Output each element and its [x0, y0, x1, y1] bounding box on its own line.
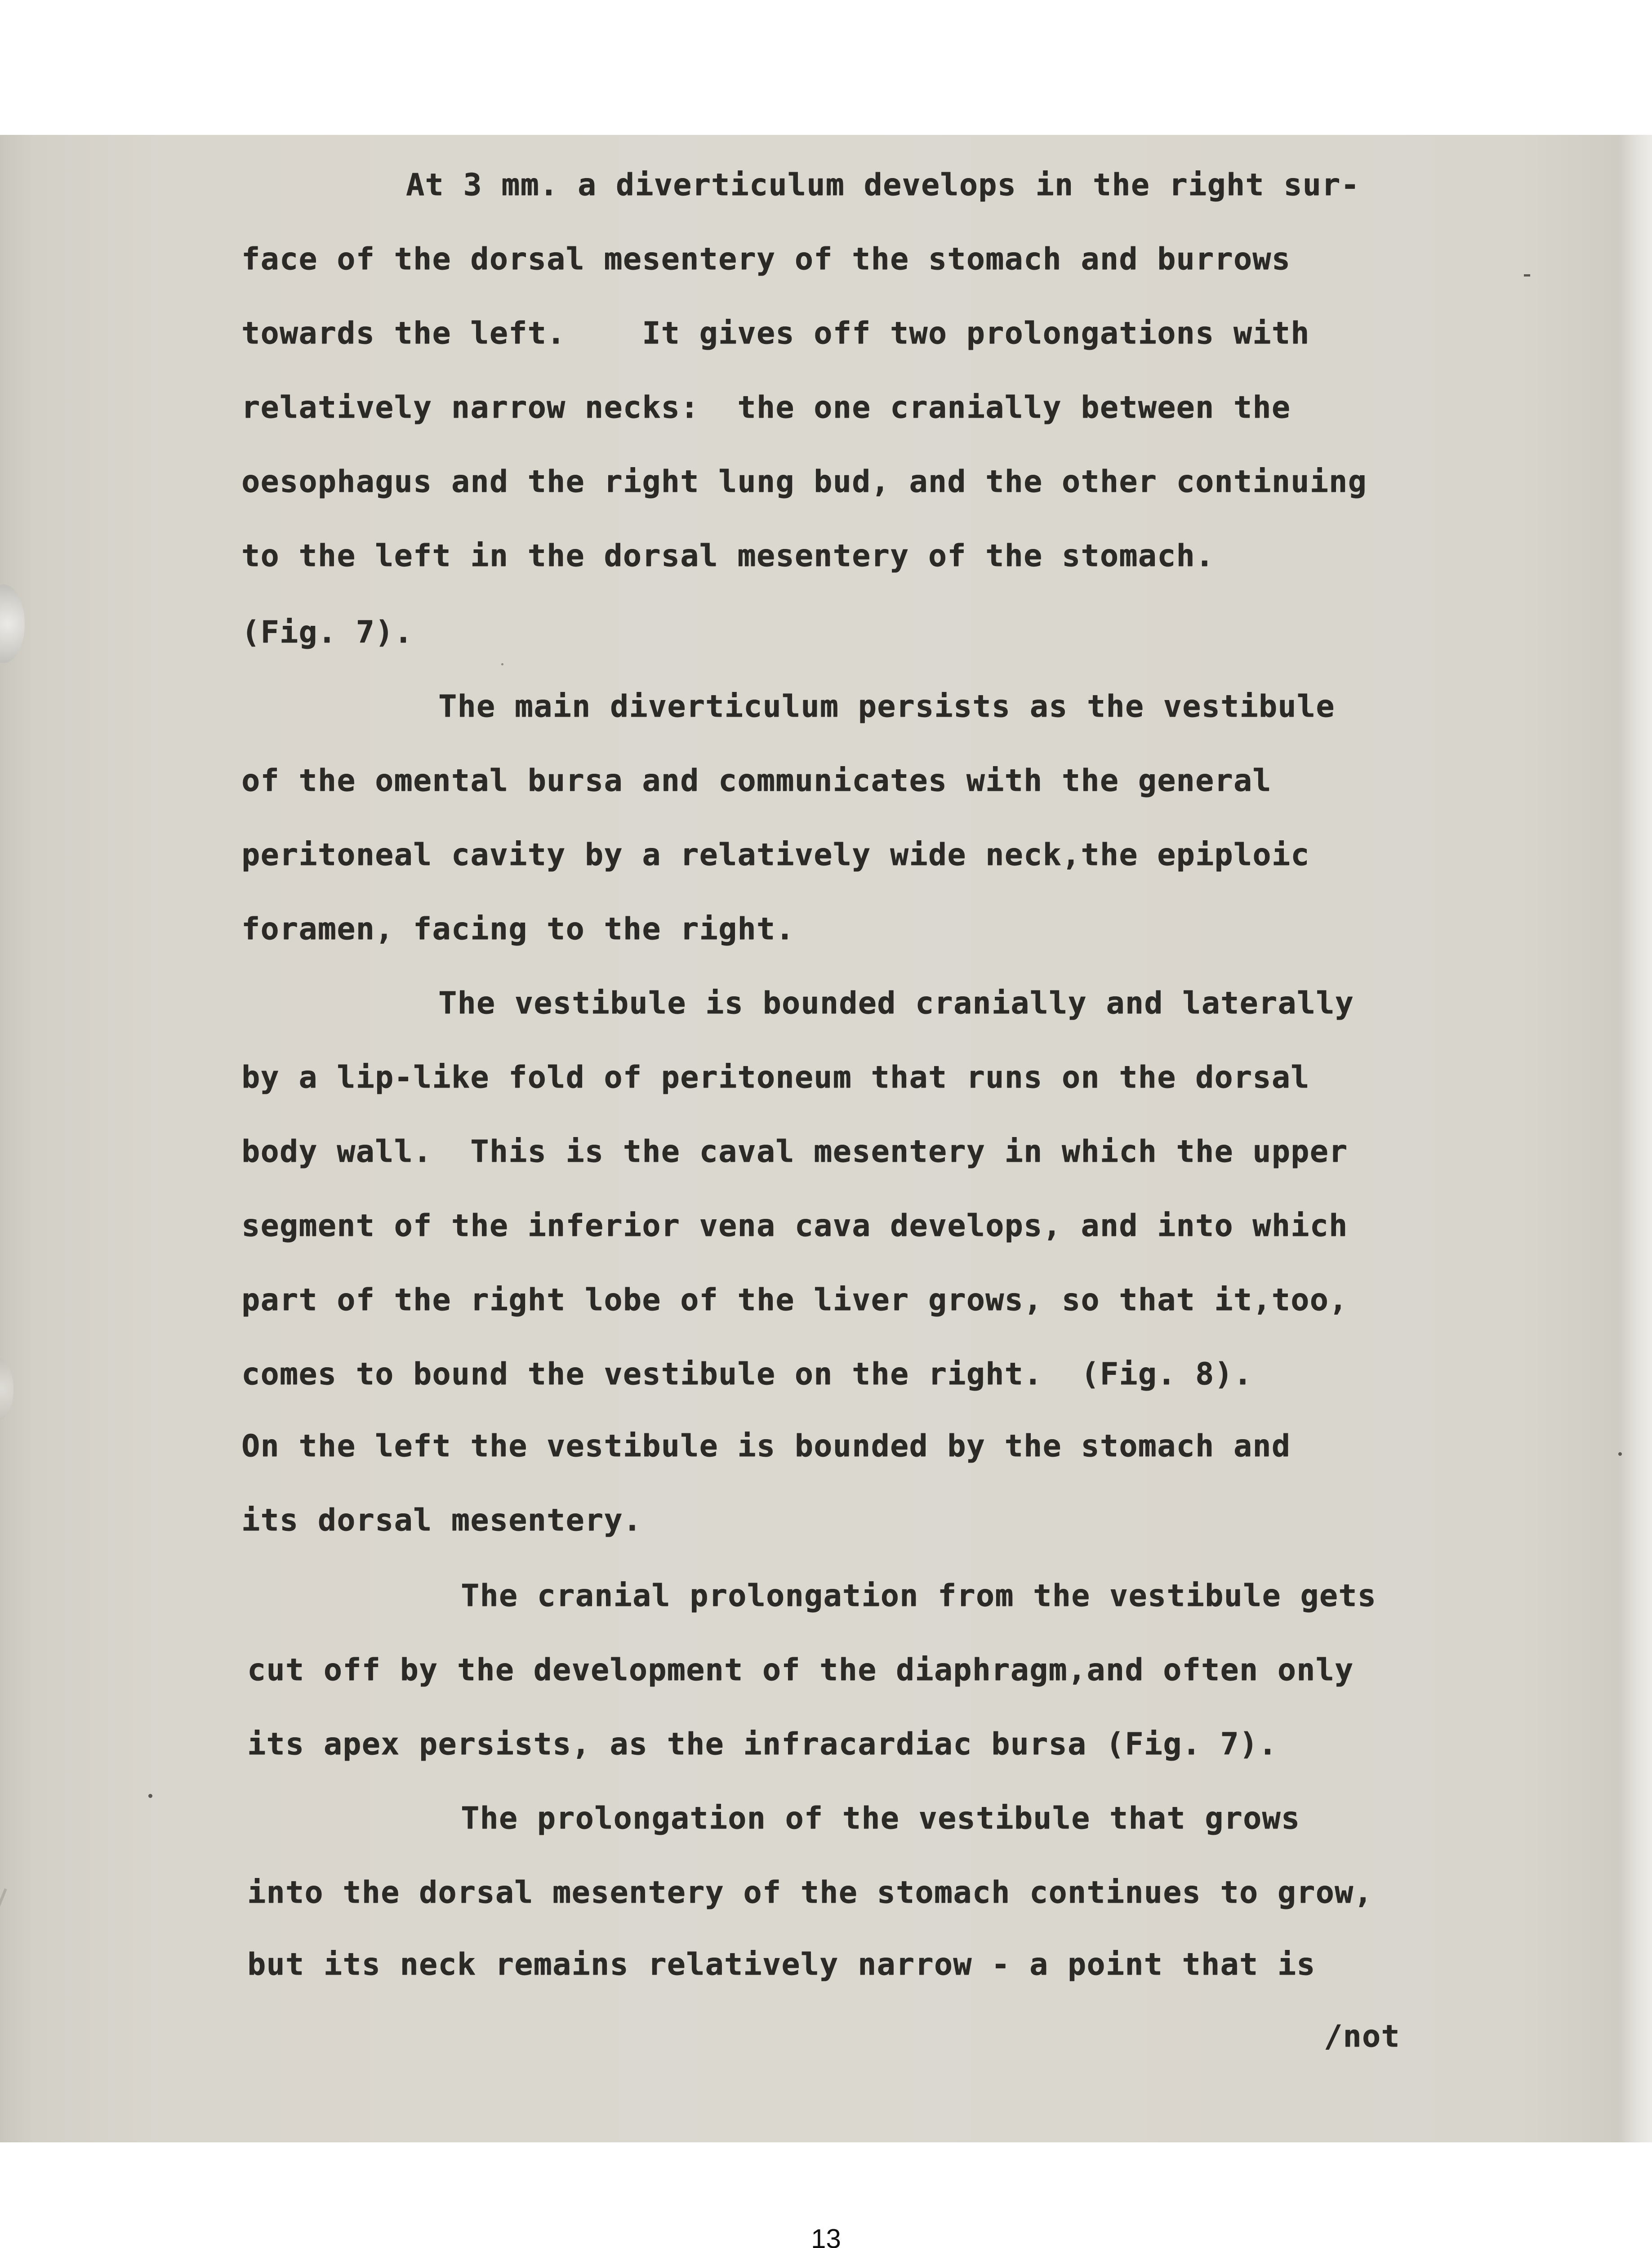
text-line: The prolongation of the vestibule that grows: [461, 1801, 1300, 1836]
ink-speck: [1618, 1452, 1622, 1456]
ink-speck: [148, 1794, 152, 1798]
punch-hole-icon: [0, 584, 25, 663]
text-line: into the dorsal mesentery of the stomach continues to grow,: [247, 1875, 1373, 1910]
text-line: (Fig. 7).: [241, 615, 413, 650]
text-line: face of the dorsal mesentery of the stomach and burrows: [241, 241, 1291, 277]
text-line: foramen, facing to the right.: [241, 911, 795, 947]
ink-speck: [1524, 274, 1530, 277]
text-line: by a lip-like fold of peritoneum that runs on the dorsal: [241, 1060, 1310, 1095]
text-line: On the left the vestibule is bounded by the stomach and: [241, 1428, 1291, 1464]
text-line: The main diverticulum persists as the vestibule: [438, 689, 1335, 724]
text-line: to the left in the dorsal mesentery of the stomach.: [241, 538, 1215, 574]
catchword: /not: [1324, 2019, 1400, 2054]
page-number: 13: [811, 2224, 841, 2248]
text-line: The vestibule is bounded cranially and laterally: [438, 986, 1354, 1021]
text-line: cut off by the development of the diaphragm,and often only: [247, 1652, 1354, 1688]
text-line: peritoneal cavity by a relatively wide neck,the epiploic: [241, 837, 1310, 873]
text-line: but its neck remains relatively narrow - a point that is: [247, 1947, 1316, 1982]
ink-speck: [501, 663, 503, 665]
text-line: oesophagus and the right lung bud, and the other continuing: [241, 464, 1367, 500]
text-line: of the omental bursa and communicates with the general: [241, 763, 1272, 798]
text-line: its dorsal mesentery.: [241, 1503, 642, 1538]
text-line: At 3 mm. a diverticulum develops in the right sur-: [406, 167, 1360, 203]
text-line: The cranial prolongation from the vestibule gets: [461, 1578, 1377, 1614]
text-line: comes to bound the vestibule on the right. (Fig. 8).: [241, 1356, 1253, 1392]
text-line: segment of the inferior vena cava develops, and into which: [241, 1208, 1348, 1244]
text-line: its apex persists, as the infracardiac bursa (Fig. 7).: [247, 1726, 1278, 1762]
paper-scratch: [0, 1888, 7, 2039]
text-line: part of the right lobe of the liver grows, so that it,too,: [241, 1282, 1348, 1318]
text-line: relatively narrow necks: the one cranially between the: [241, 390, 1291, 425]
text-line: towards the left. It gives off two prolongations with: [241, 316, 1310, 351]
punch-hole-icon: [0, 1358, 13, 1421]
text-line: body wall. This is the caval mesentery in which the upper: [241, 1134, 1348, 1169]
page-edge-shadow: [1621, 135, 1652, 2142]
